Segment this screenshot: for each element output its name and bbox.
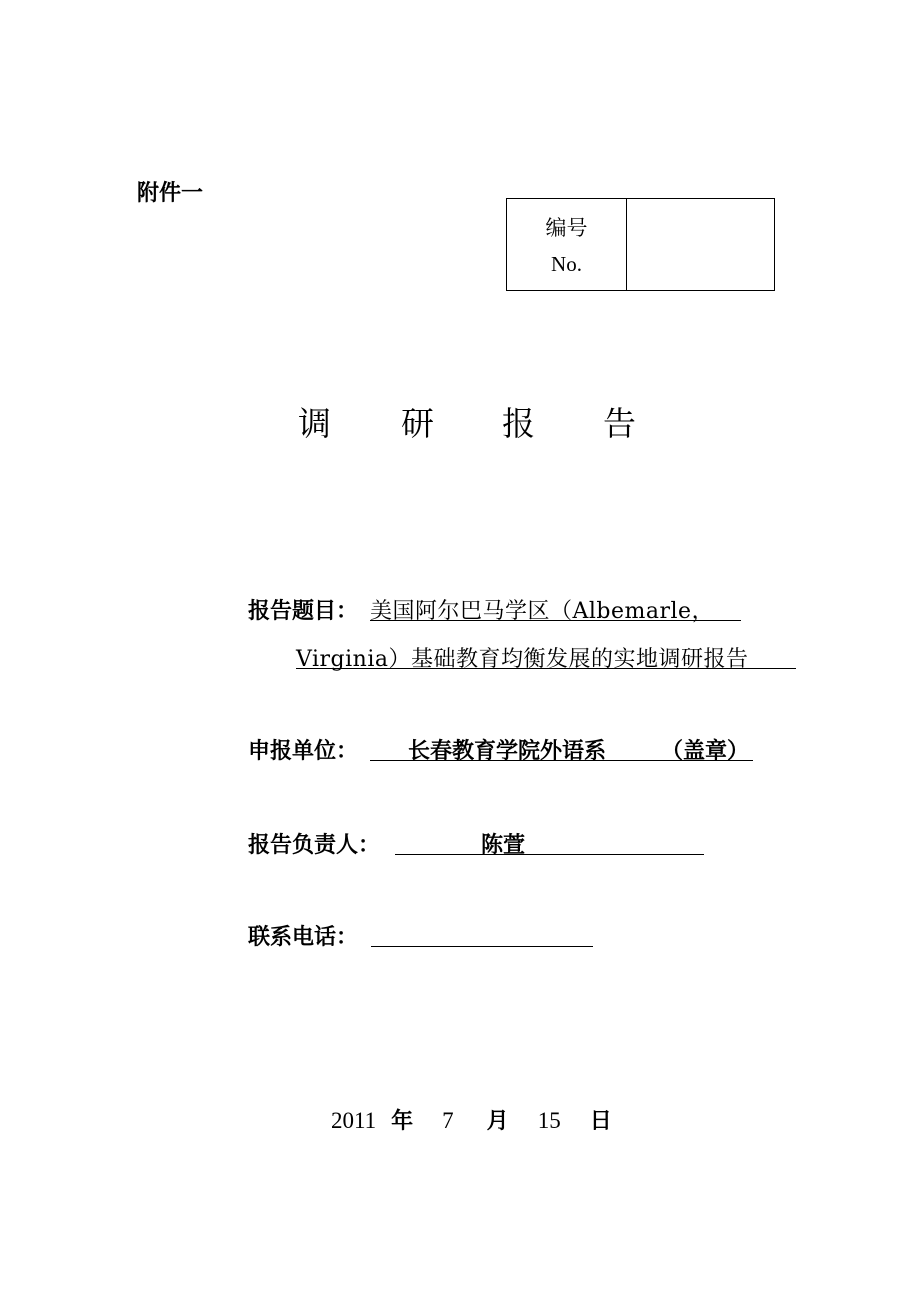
leader-underline bbox=[395, 828, 704, 858]
unit-label: 申报单位： bbox=[248, 739, 359, 764]
report-date bbox=[331, 1104, 612, 1135]
topic-line-1-underline bbox=[370, 594, 741, 624]
phone-underline bbox=[371, 920, 593, 947]
number-label-cell bbox=[507, 199, 627, 290]
date-month: 7 bbox=[442, 1108, 454, 1133]
date-day-unit: 日 bbox=[589, 1109, 612, 1134]
unit-underline bbox=[370, 734, 753, 764]
title-char-2: 研 bbox=[401, 404, 434, 443]
date-year-unit: 年 bbox=[391, 1109, 414, 1134]
number-box bbox=[506, 198, 775, 291]
topic-value-line-1: 美国阿尔巴马学区（Albemarle， bbox=[370, 599, 715, 624]
number-value-cell[interactable] bbox=[627, 199, 774, 290]
number-label-en: No. bbox=[551, 252, 582, 276]
date-day: 15 bbox=[537, 1108, 561, 1133]
stamp-note: （盖章） bbox=[661, 739, 750, 764]
title-char-3: 报 bbox=[502, 404, 535, 443]
topic-label: 报告题目： bbox=[248, 599, 359, 624]
title-char-4: 告 bbox=[603, 404, 636, 443]
topic-value-line-2: Virginia）基础教育均衡发展的实地调研报告 bbox=[296, 647, 749, 672]
number-label-cn: 编号 bbox=[545, 216, 588, 240]
topic-line-2-underline bbox=[296, 642, 796, 672]
title-char-1: 调 bbox=[298, 404, 331, 443]
attachment-label: 附件一 bbox=[137, 181, 204, 206]
leader-label: 报告负责人： bbox=[248, 833, 381, 858]
leader-value: 陈萱 bbox=[481, 833, 526, 858]
phone-label: 联系电话： bbox=[248, 925, 359, 950]
date-year: 2011 bbox=[331, 1108, 377, 1133]
date-month-unit: 月 bbox=[486, 1109, 509, 1134]
unit-value: 长春教育学院外语系 bbox=[408, 739, 607, 764]
